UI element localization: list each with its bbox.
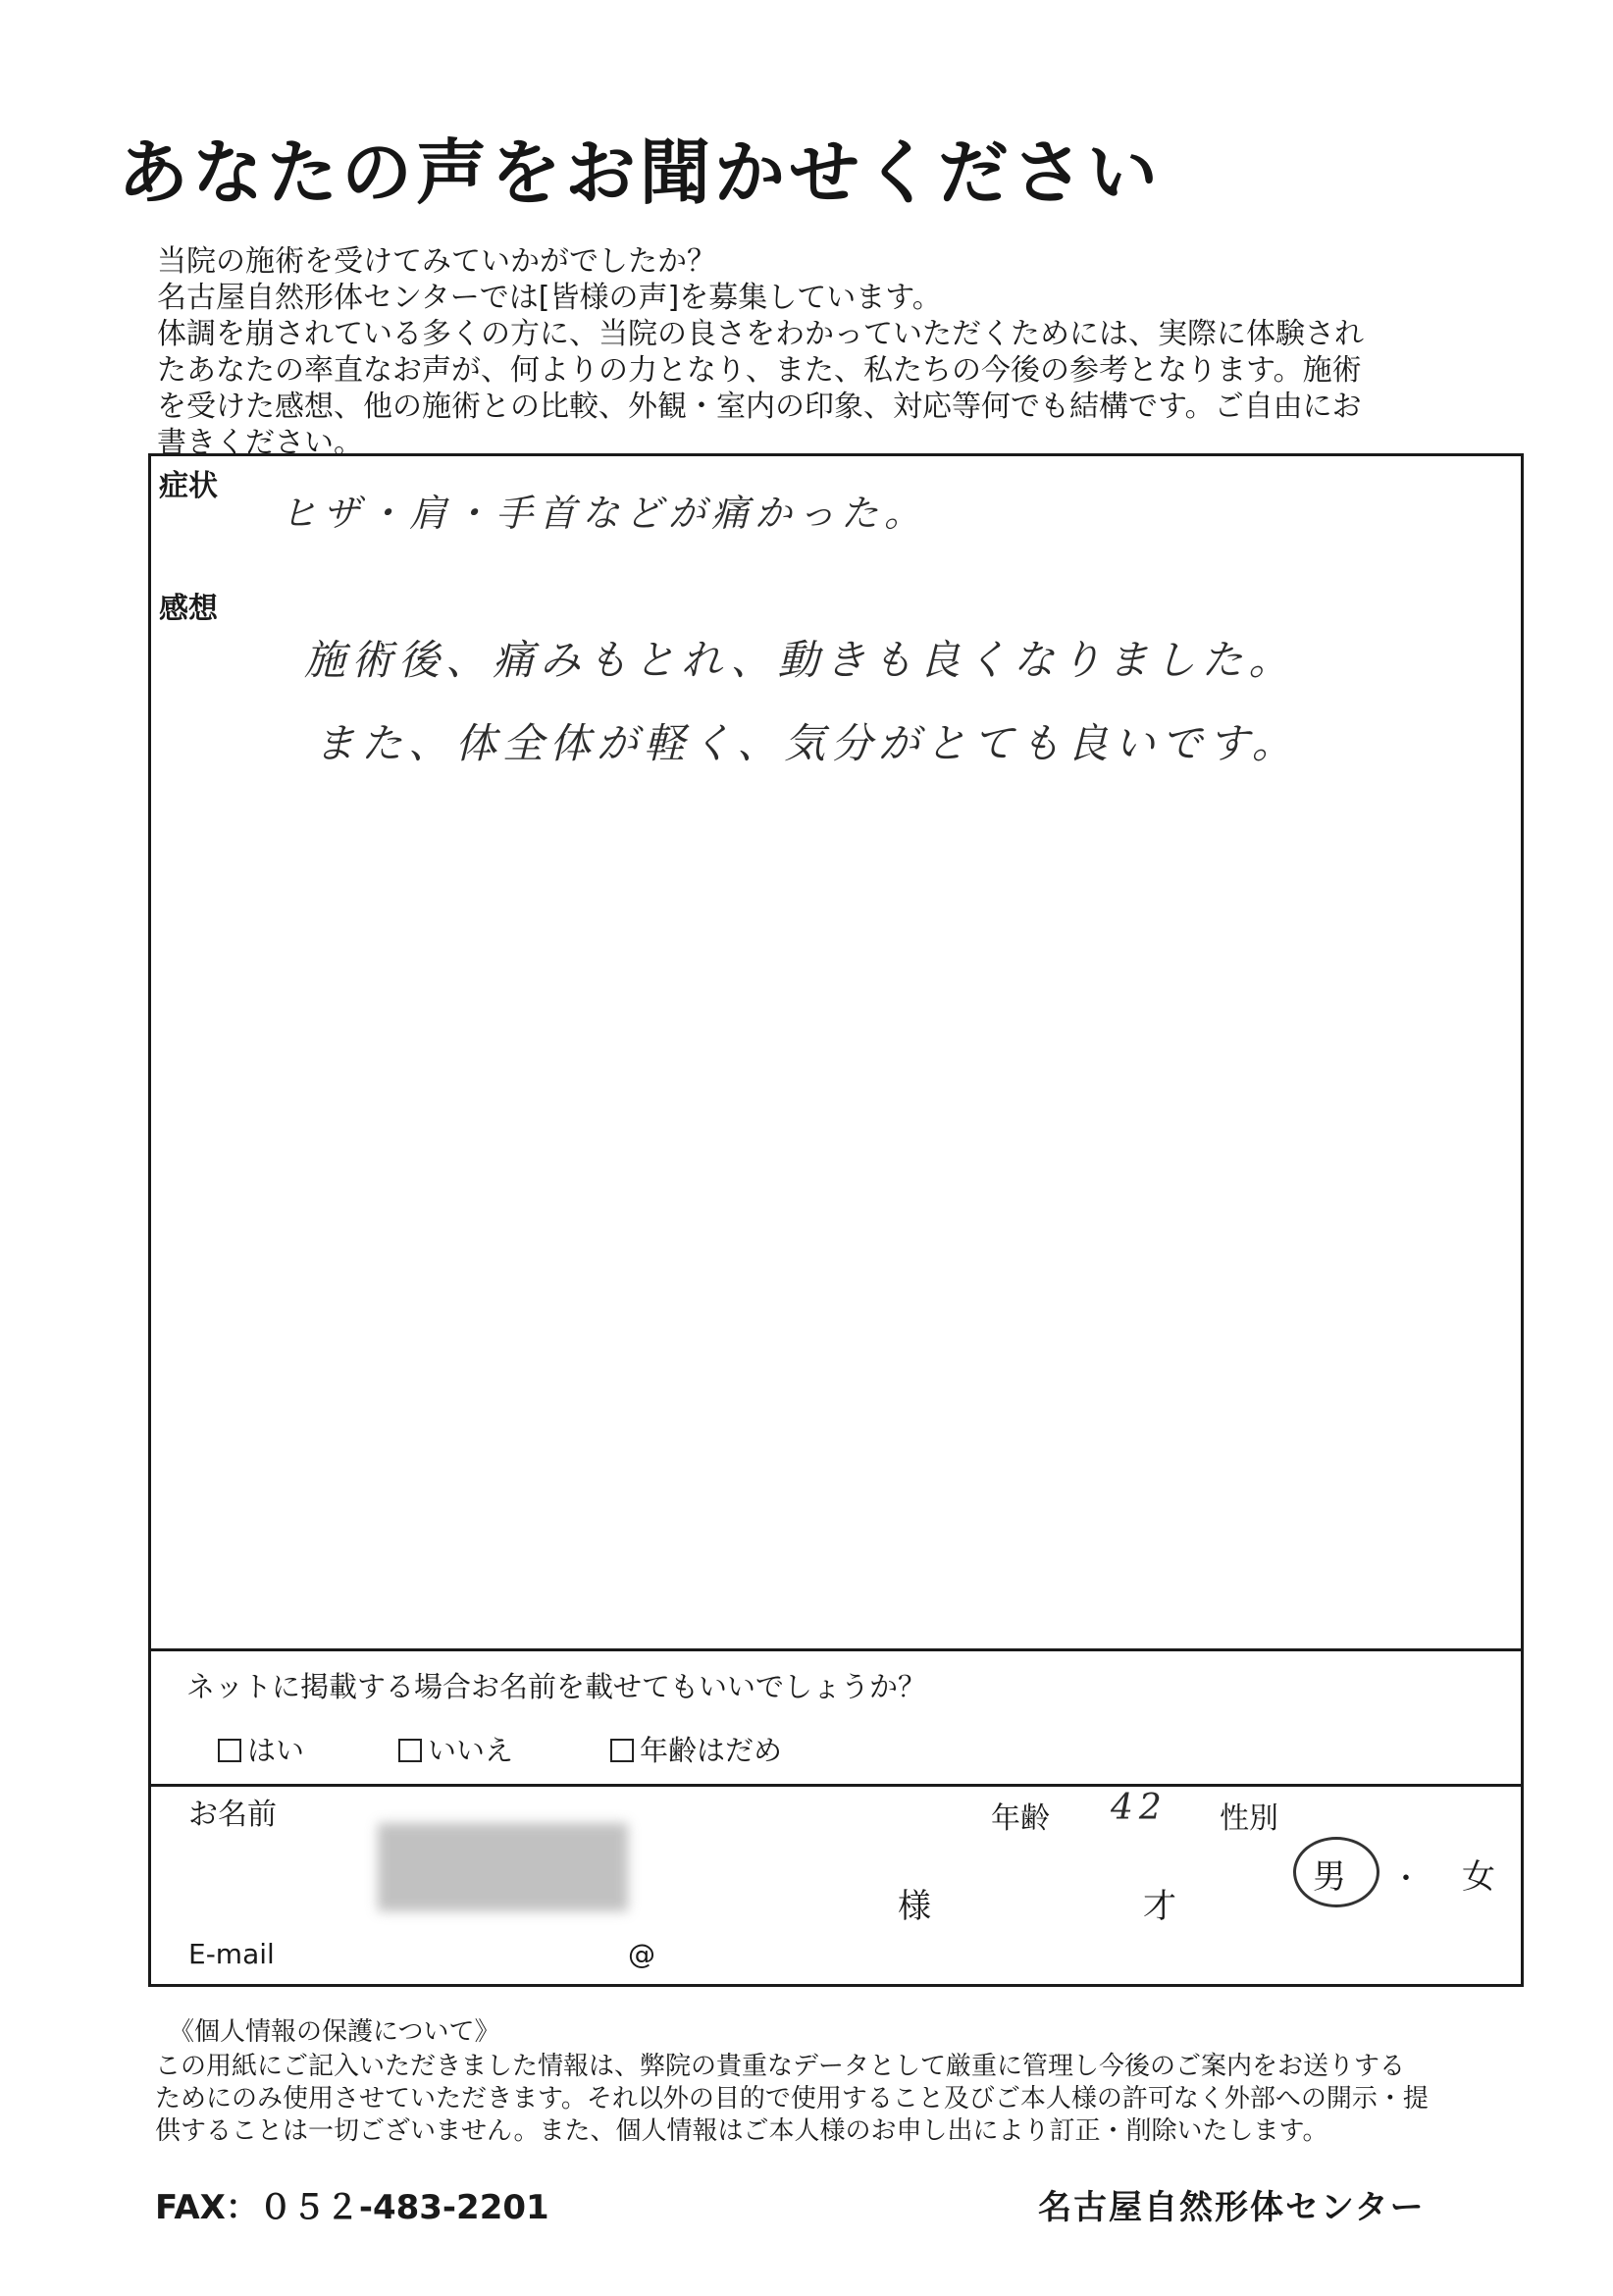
gender-label: 性別 bbox=[1220, 1801, 1278, 1836]
email-label: E-mail bbox=[188, 1938, 275, 1970]
intro-line: たあなたの率直なお声が、何よりの力となり、また、私たちの今後の参考となります。施術 bbox=[157, 353, 1362, 388]
redacted-name bbox=[378, 1823, 628, 1911]
intro-line: を受けた感想、他の施術との比較、外観・室内の印象、対応等何でも結構です。ご自由にお bbox=[157, 390, 1362, 424]
impression-answer-line[interactable]: 施術後、痛みもとれ、動きも良くなりました。 bbox=[304, 636, 1296, 684]
publish-question: ネットに掲載する場合お名前を載せてもいいでしょうか？ bbox=[186, 1670, 927, 1703]
clinic-name: 名古屋自然形体センター bbox=[1038, 2188, 1426, 2227]
age-answer[interactable]: 42 bbox=[1111, 1788, 1168, 1828]
option-no-age[interactable] bbox=[610, 1729, 782, 1769]
option-no-age-label: 年齢はだめ bbox=[640, 1734, 783, 1767]
option-yes-label: はい bbox=[247, 1734, 305, 1767]
email-at-sign: @ bbox=[628, 1938, 655, 1970]
checkbox-no[interactable] bbox=[398, 1739, 422, 1762]
privacy-heading: 《個人情報の保護について》 bbox=[169, 2017, 500, 2047]
option-yes[interactable] bbox=[218, 1729, 304, 1769]
option-no[interactable] bbox=[398, 1729, 513, 1769]
age-unit: 才 bbox=[1143, 1887, 1176, 1926]
page-title: あなたの声をお聞かせください bbox=[118, 131, 1163, 214]
intro-line: 体調を崩されている多くの方に、当院の良さをわかっていただくためには、実際に体験され bbox=[157, 317, 1364, 351]
privacy-line: ためにのみ使用させていただきます。それ以外の目的で使用すること及びご本人様の許可なく外部への開示・提 bbox=[155, 2084, 1429, 2113]
gender-separator: ・ bbox=[1391, 1862, 1421, 1897]
symptom-label: 症状 bbox=[159, 469, 218, 503]
privacy-line: この用紙にご記入いただきました情報は、弊院の貴重なデータとして厳重に管理し今後のご案内をお送りする bbox=[155, 2052, 1406, 2081]
intro-line: 書きください。 bbox=[157, 426, 363, 460]
intro-line: 名古屋自然形体センターでは[皆様の声]を募集しています。 bbox=[157, 281, 942, 315]
name-label: お名前 bbox=[188, 1798, 277, 1832]
intro-text bbox=[157, 243, 1511, 461]
gender-female[interactable]: 女 bbox=[1462, 1857, 1495, 1897]
gender-male[interactable]: 男 bbox=[1313, 1857, 1346, 1897]
fax-number: FAX：０５２-483-2201 bbox=[155, 2188, 549, 2227]
impression-answer-line[interactable]: また、体全体が軽く、気分がとても良いです。 bbox=[314, 719, 1299, 767]
privacy-line: 供することは一切ございません。また、個人情報はご本人様のお申し出により訂正・削除いたします。 bbox=[155, 2116, 1328, 2146]
section-divider bbox=[148, 1648, 1524, 1651]
section-divider bbox=[148, 1784, 1524, 1787]
honorific: 様 bbox=[898, 1887, 931, 1926]
checkbox-yes[interactable] bbox=[218, 1739, 241, 1762]
age-label: 年齢 bbox=[991, 1801, 1050, 1836]
option-no-label: いいえ bbox=[428, 1734, 514, 1767]
checkbox-no-age[interactable] bbox=[610, 1739, 634, 1762]
impression-label: 感想 bbox=[159, 592, 218, 626]
symptom-answer[interactable]: ヒザ・肩・手首などが痛かった。 bbox=[280, 492, 928, 535]
intro-line: 当院の施術を受けてみていかがでしたか？ bbox=[157, 244, 716, 279]
